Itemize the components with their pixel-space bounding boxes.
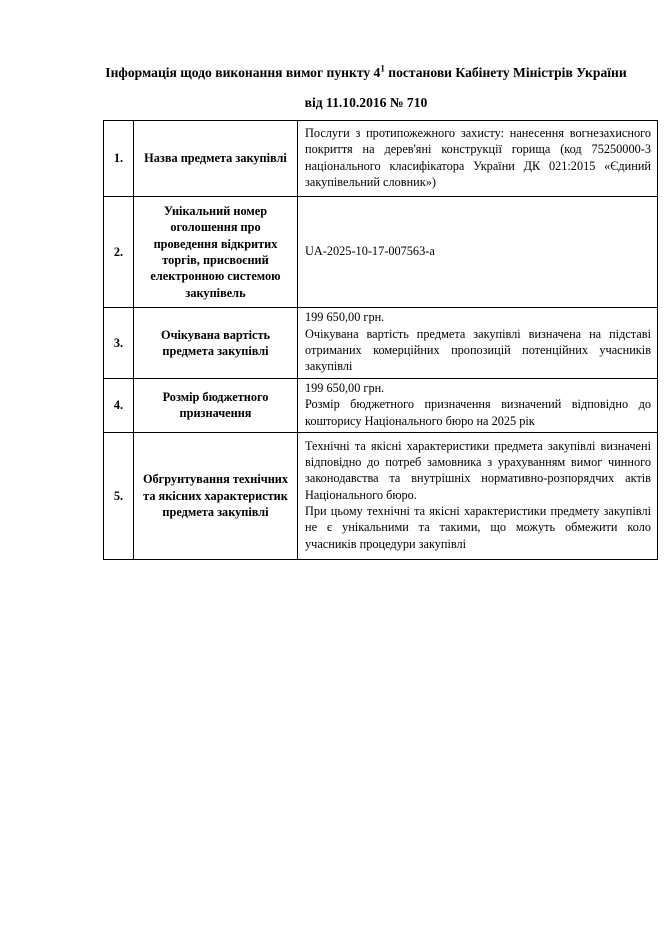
title-part-1: Інформація щодо виконання вимог пункту 4 bbox=[105, 65, 381, 80]
row-content-cell bbox=[298, 432, 658, 559]
document-body bbox=[103, 0, 651, 560]
table-row bbox=[104, 121, 658, 197]
content-paragraph: 199 650,00 грн. bbox=[305, 381, 385, 395]
document-title bbox=[103, 64, 629, 111]
title-superscript: 1 bbox=[380, 63, 385, 74]
row-number-cell: 2. bbox=[104, 197, 134, 308]
table-row bbox=[104, 432, 658, 559]
title-line-2: від 11.10.2016 № 710 bbox=[304, 95, 428, 110]
procurement-info-table bbox=[103, 120, 658, 560]
row-number-cell: 3. bbox=[104, 308, 134, 379]
row-label-cell: Обгрунтування технічних та якісних характеристик предмета закупівлі bbox=[134, 432, 298, 559]
row-number-cell: 1. bbox=[104, 121, 134, 197]
content-paragraph: Розмір бюджетного призначення визначений відповідно до кошторису Національного бюро на 2025 рік bbox=[305, 397, 651, 428]
table-row bbox=[104, 308, 658, 379]
table-row bbox=[104, 197, 658, 308]
row-number-cell: 5. bbox=[104, 432, 134, 559]
row-label-cell: Унікальний номер оголошення про проведення відкритих торгів, присвоєний електронною системою закупівель bbox=[134, 197, 298, 308]
row-number-cell: 4. bbox=[104, 379, 134, 433]
row-label-cell: Розмір бюджетного призначення bbox=[134, 379, 298, 433]
row-label-cell: Назва предмета закупівлі bbox=[134, 121, 298, 197]
content-paragraph: Послуги з протипожежного захисту: нанесення вогнезахисного покриття на дерев'яні конструкції горища (код 75250000-3 національного класифікатора України ДК 021:2015 «Єдиний закупівельний словник») bbox=[305, 125, 651, 189]
title-line-1 bbox=[103, 64, 629, 81]
row-label-cell: Очікувана вартість предмета закупівлі bbox=[134, 308, 298, 379]
content-paragraph: UA-2025-10-17-007563-a bbox=[305, 243, 435, 258]
content-paragraph: При цьому технічні та якісні характеристики предмету закупівлі не є унікальними та такими, що можуть обмежити коло учасників процедури закупівлі bbox=[305, 504, 651, 551]
row-content-cell bbox=[298, 121, 658, 197]
content-paragraph: Технічні та якісні характеристики предмета закупівлі визначені відповідно до потреб замовника з урахуванням вимог чинного законодавства та внутрішніх нормативно-розпорядчих актів Національного бюро. bbox=[305, 438, 651, 502]
row-content-cell bbox=[298, 308, 658, 379]
row-content-cell bbox=[298, 197, 658, 308]
table-row bbox=[104, 379, 658, 433]
row-content-cell bbox=[298, 379, 658, 433]
content-paragraph: 199 650,00 грн. bbox=[305, 310, 385, 325]
title-part-2: постанови Кабінету Міністрів України bbox=[384, 65, 627, 80]
content-paragraph: Очікувана вартість предмета закупівлі визначена на підставі отриманих комерційних пропозицій потенційних учасників закупівлі bbox=[305, 326, 651, 374]
